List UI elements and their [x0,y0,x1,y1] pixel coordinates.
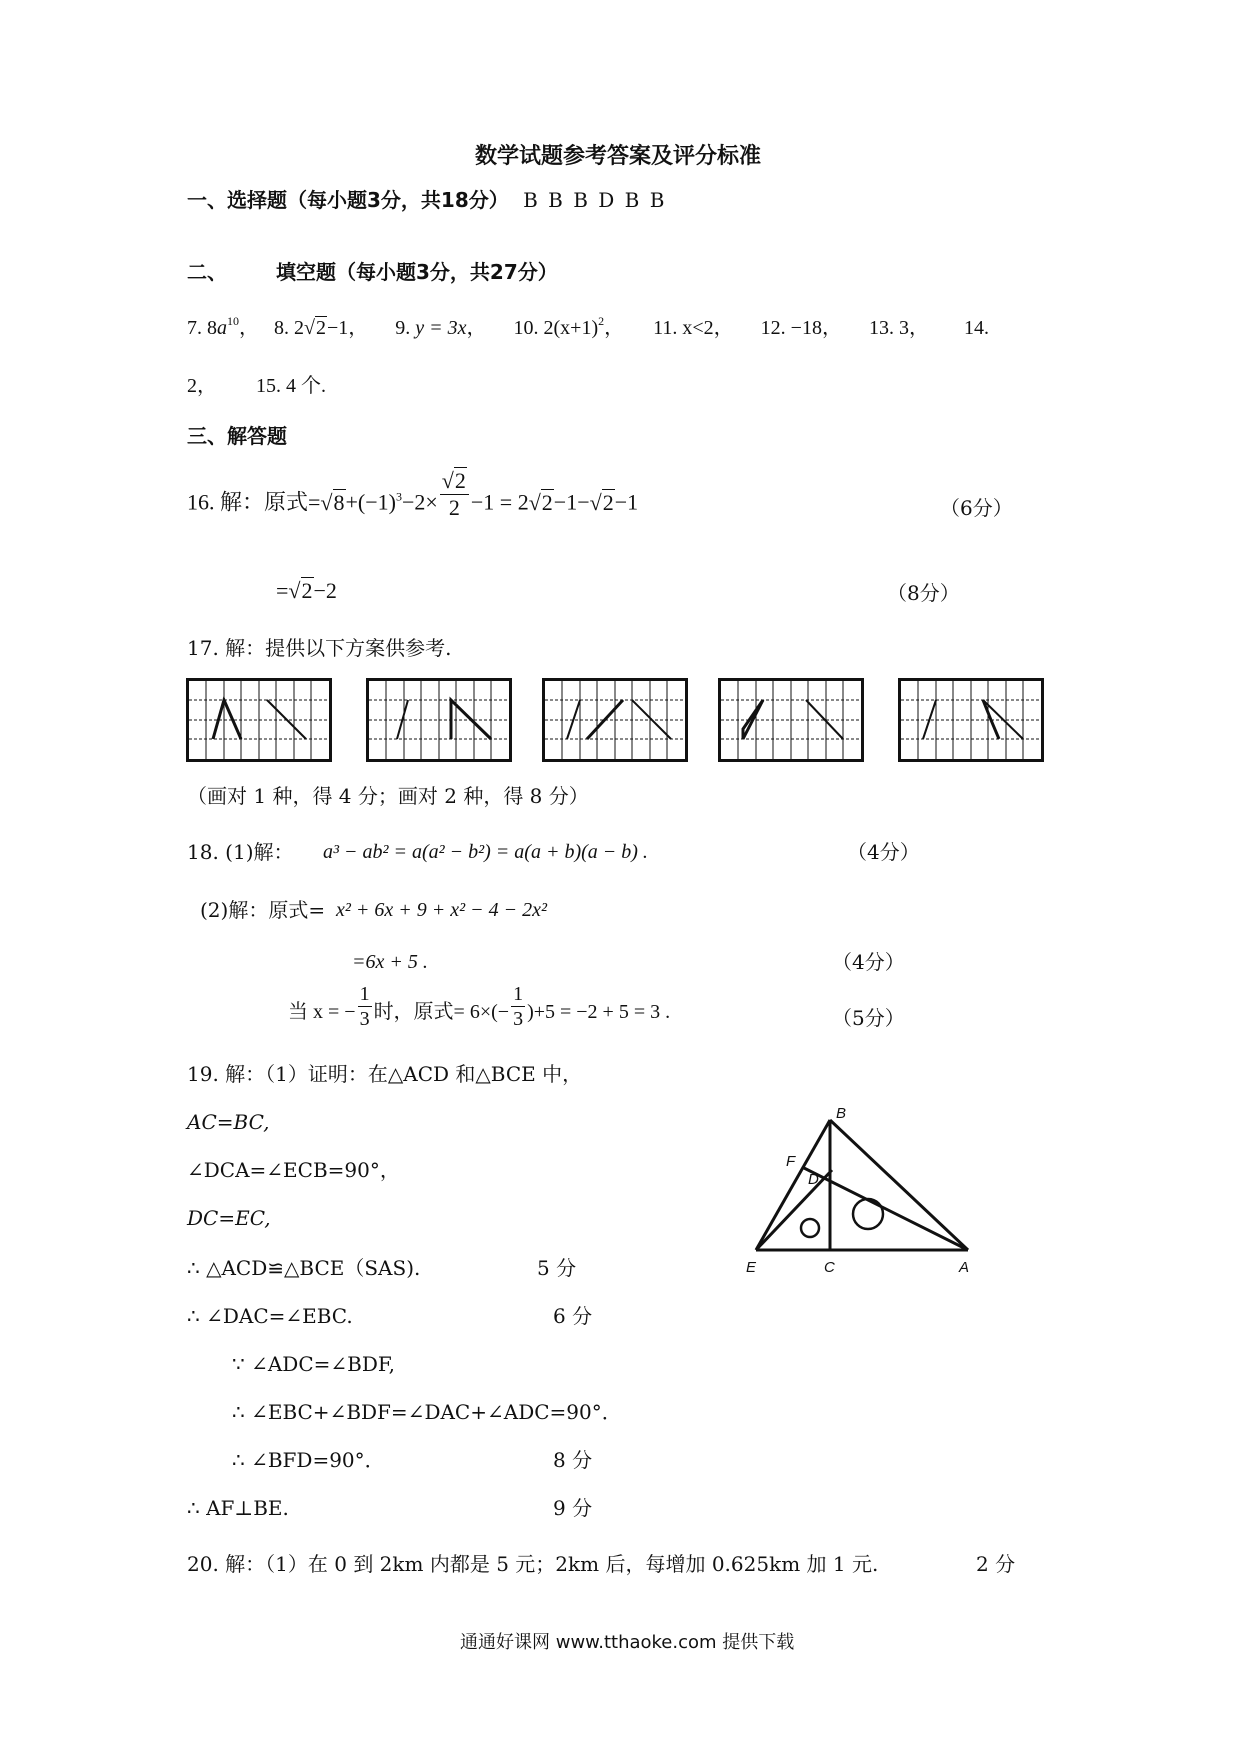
q20-text: 20. 解：（1）在 0 到 2km 内都是 5 元；2km 后，每增加 0.625km 加 1 元. [187,1552,879,1576]
q16-line1: 16. 解：原式$=√8+(-1)^3-2\times$ $\frac{√2}{2}$ −1 = 2√2−1−√2−1 [187,468,639,520]
q10-label: 10. 2(x+1) [513,317,599,339]
section1-line [187,190,666,210]
section1-heading: 一、选择题（每小题3分，共18分） [187,188,509,212]
q19-line1: 19. 解：（1）证明：在△ACD 和△BCE 中， [187,1062,583,1086]
q18-part2-score: （4分） [832,950,905,974]
q18-part2-label: (2)解：原式= [200,898,326,922]
q18-part1-score: （4分） [847,840,920,864]
q16-score2: （8分） [887,581,960,605]
q14-answer: 2， [187,375,217,397]
q16-line2: =√2−2 [276,578,337,603]
q19-line5-score: 5 分 [537,1256,577,1280]
label-D: D [808,1171,819,1188]
q19-line2: AC=BC, [187,1110,270,1134]
grid-solution-4 [718,678,864,762]
grid-solution-2 [366,678,512,762]
section1-answers: B B B D B B [523,188,667,212]
q8-label: 8. 2 [274,317,304,339]
grid-solution-1 [186,678,332,762]
q12-label: 12. −18， [760,317,842,339]
q19-line3: ∠DCA=∠ECB=90°， [187,1158,400,1182]
q19-line4: DC=EC, [187,1206,271,1230]
section3-heading: 三、解答题 [187,424,287,448]
q14-label: 14. [963,317,989,339]
label-F: F [786,1153,796,1170]
q19-line5: ∴ △ACD≌△BCE（SAS). [187,1256,421,1280]
label-E: E [746,1259,757,1276]
q15-label: 15. 4 个. [256,375,326,397]
q19-line8: ∴ ∠EBC+∠BDF=∠DAC+∠ADC=90°． [232,1400,622,1424]
q18-part3-line: 当 x = − $\frac{1}{3}$ 时，原式= 6×(− $\frac{1}{3}$ )+5 = −2 + 5 = 3 . [288,983,671,1030]
q19-line9-score: 8 分 [553,1448,593,1472]
q20-score: 2 分 [976,1552,1016,1576]
q19-line10: ∴ AF⊥BE. [187,1496,289,1520]
grid-solution-3 [542,678,688,762]
q18-part1-expr: a³ − ab² = a(a² − b²) = a(a + b)(a − b) . [323,841,648,863]
fill-in-line-1: 7. $8a^{10}$， 8. 2√2−1， 9. y = 3x， 10. $2(x+1)^2$， 11. x<2， 12. −18， 13. 3， 14. [187,314,989,339]
q19-line6: ∴ ∠DAC=∠EBC. [187,1304,353,1328]
page-title: 数学试题参考答案及评分标准 [475,144,762,169]
q18-part1-label: 18. (1)解： [187,840,294,864]
q7-label: 7. 8 [187,317,217,339]
triangle-figure [740,1108,980,1282]
q19-line9: ∴ ∠BFD=90°． [232,1448,385,1472]
label-A: A [959,1259,970,1276]
q18-part2-line2: =6x + 5 . [352,951,428,973]
label-C: C [824,1259,835,1276]
page-footer: 通通好课网 www.tthaoke.com 提供下载 [460,1632,795,1653]
q17-text: 17. 解：提供以下方案供参考. [187,636,452,660]
q19-line10-score: 9 分 [553,1496,593,1520]
q18-part3-score: （5分） [832,1006,905,1030]
q16-score1: （6分） [940,496,1013,520]
fill-in-line-2 [187,376,326,396]
section2-heading: 填空题（每小题3分，共27分） [276,260,558,284]
q13-label: 13. 3， [868,317,929,339]
q18-part2-expr: x² + 6x + 9 + x² − 4 − 2x² [336,899,547,921]
q19-line6-score: 6 分 [553,1304,593,1328]
q17-note: （画对 1 种，得 4 分；画对 2 种，得 8 分） [187,784,589,808]
label-B: B [836,1108,847,1122]
section2-number: 二、 [187,260,227,284]
grid-solution-5 [898,678,1044,762]
q9-label: 9. [395,317,411,339]
q11-label: 11. x<2， [653,317,734,339]
q19-line7: ∵ ∠ADC=∠BDF, [232,1352,395,1376]
